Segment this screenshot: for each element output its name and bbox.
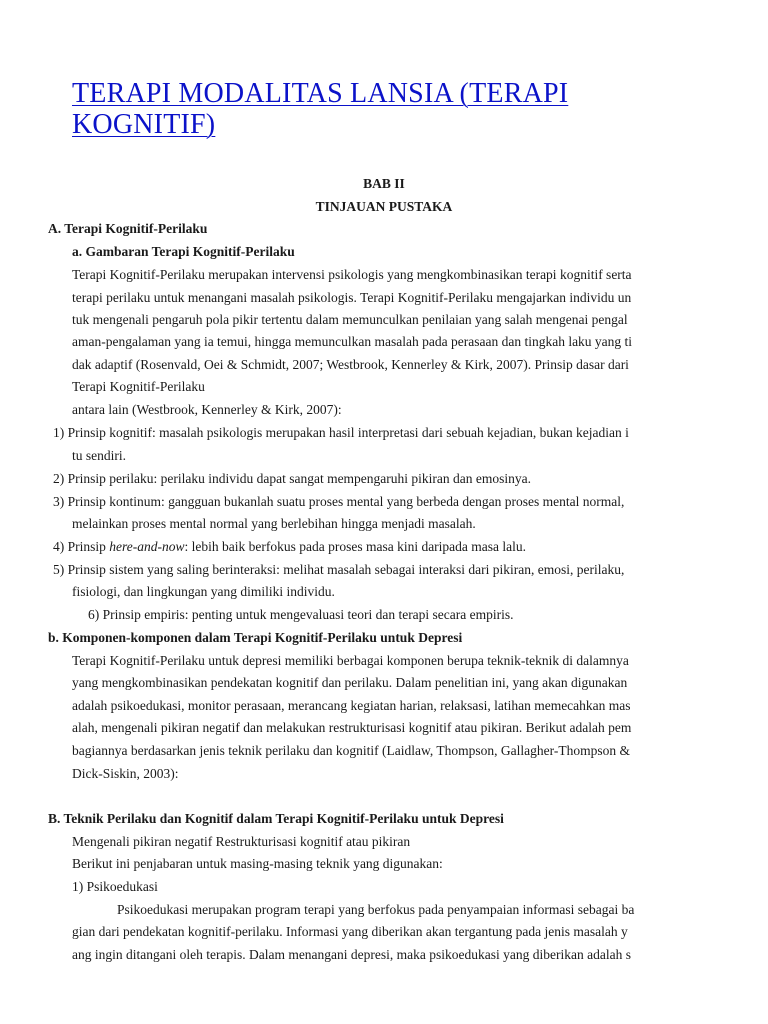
principle-4-text: : lebih baik berfokus pada proses masa kini daripada masa lalu.	[184, 539, 527, 554]
principle-4-term: here-and-now	[109, 539, 185, 554]
list-item-psikoedukasi: 1) Psikoedukasi	[72, 879, 158, 894]
paragraph-line: Dick-Siskin, 2003):	[72, 766, 179, 781]
list-item-principle-3-cont: melainkan proses mental normal yang berlebihan hingga menjadi masalah.	[72, 516, 476, 531]
paragraph-line: ang ingin ditangani oleh terapis. Dalam menangani depresi, maka psikoedukasi yang diberikan adalah s	[72, 947, 631, 962]
subsection-b-heading: b. Komponen-komponen dalam Terapi Kognitif-Perilaku untuk Depresi	[48, 630, 463, 645]
list-item-principle-1-cont: tu sendiri.	[72, 448, 126, 463]
document-title[interactable]: TERAPI MODALITAS LANSIA (TERAPI KOGNITIF)	[72, 78, 569, 140]
paragraph-line: Psikoedukasi merupakan program terapi yang berfokus pada penyampaian informasi sebagai ba	[117, 902, 635, 917]
list-item-principle-1: 1) Prinsip kognitif: masalah psikologis merupakan hasil interpretasi dari sebuah kejadian, bukan kejadian i	[53, 425, 629, 440]
list-item-principle-5: 5) Prinsip sistem yang saling berinteraksi: melihat masalah sebagai interaksi dari pikiran, emosi, perilaku,	[53, 562, 625, 577]
paragraph-line: gian dari pendekatan kognitif-perilaku. Informasi yang diberikan akan tergantung pada jenis masalah y	[72, 924, 628, 939]
paragraph-line: antara lain (Westbrook, Kennerley & Kirk, 2007):	[72, 402, 342, 417]
principle-4-prefix: 4) Prinsip	[53, 539, 110, 554]
list-item-principle-2: 2) Prinsip perilaku: perilaku individu dapat sangat mempengaruhi pikiran dan emosinya.	[53, 471, 532, 486]
paragraph-line: Terapi Kognitif-Perilaku untuk depresi memiliki berbagai komponen berupa teknik-teknik di dalamnya	[72, 653, 629, 668]
chapter-title: TINJAUAN PUSTAKA	[315, 199, 453, 214]
section-b-heading: B. Teknik Perilaku dan Kognitif dalam Terapi Kognitif-Perilaku untuk Depresi	[48, 811, 504, 826]
subsection-a-heading: a. Gambaran Terapi Kognitif-Perilaku	[72, 244, 295, 259]
paragraph-line: dak adaptif (Rosenvald, Oei & Schmidt, 2007; Westbrook, Kennerley & Kirk, 2007). Prinsip dasar dari	[72, 357, 629, 372]
paragraph-line: Berikut ini penjabaran untuk masing-masing teknik yang digunakan:	[72, 856, 443, 871]
paragraph-line: Mengenali pikiran negatif Restrukturisasi kognitif atau pikiran	[72, 834, 411, 849]
list-item-principle-5-cont: fisiologi, dan lingkungan yang dimiliki individu.	[72, 584, 335, 599]
list-item-principle-3: 3) Prinsip kontinum: gangguan bukanlah suatu proses mental yang berbeda dengan proses mental normal,	[53, 494, 625, 509]
paragraph-line: yang mengkombinasikan pendekatan kognitif dan perilaku. Dalam penelitian ini, yang akan digunakan	[72, 675, 628, 690]
paragraph-line: Terapi Kognitif-Perilaku merupakan intervensi psikologis yang mengkombinasikan terapi kognitif serta	[72, 267, 632, 282]
paragraph-line: aman-pengalaman yang ia temui, hingga memunculkan masalah pada perasaan dan tingkah laku yang ti	[72, 334, 633, 349]
paragraph-line: alah, mengenali pikiran negatif dan melakukan restrukturisasi kognitif atau pikiran. Berikut adalah pem	[72, 720, 632, 735]
paragraph-line: terapi perilaku untuk menangani masalah psikologis. Terapi Kognitif-Perilaku mengajarkan individu un	[72, 290, 632, 305]
paragraph-line: adalah psikoedukasi, monitor perasaan, merancang kegiatan harian, relaksasi, latihan memecahkan mas	[72, 698, 631, 713]
paragraph-line: tuk mengenali pengaruh pola pikir tertentu dalam memunculkan penilaian yang salah mengenai pengal	[72, 312, 628, 327]
paragraph-line: bagiannya berdasarkan jenis teknik perilaku dan kognitif (Laidlaw, Thompson, Gallagher-Thompson &	[72, 743, 630, 758]
list-item-principle-6: 6) Prinsip empiris: penting untuk mengevaluasi teori dan terapi secara empiris.	[88, 607, 514, 622]
list-item-principle-4	[53, 539, 526, 555]
chapter-number: BAB II	[363, 176, 405, 191]
paragraph-line: Terapi Kognitif-Perilaku	[72, 379, 205, 394]
section-a-heading: A. Terapi Kognitif-Perilaku	[48, 221, 208, 236]
